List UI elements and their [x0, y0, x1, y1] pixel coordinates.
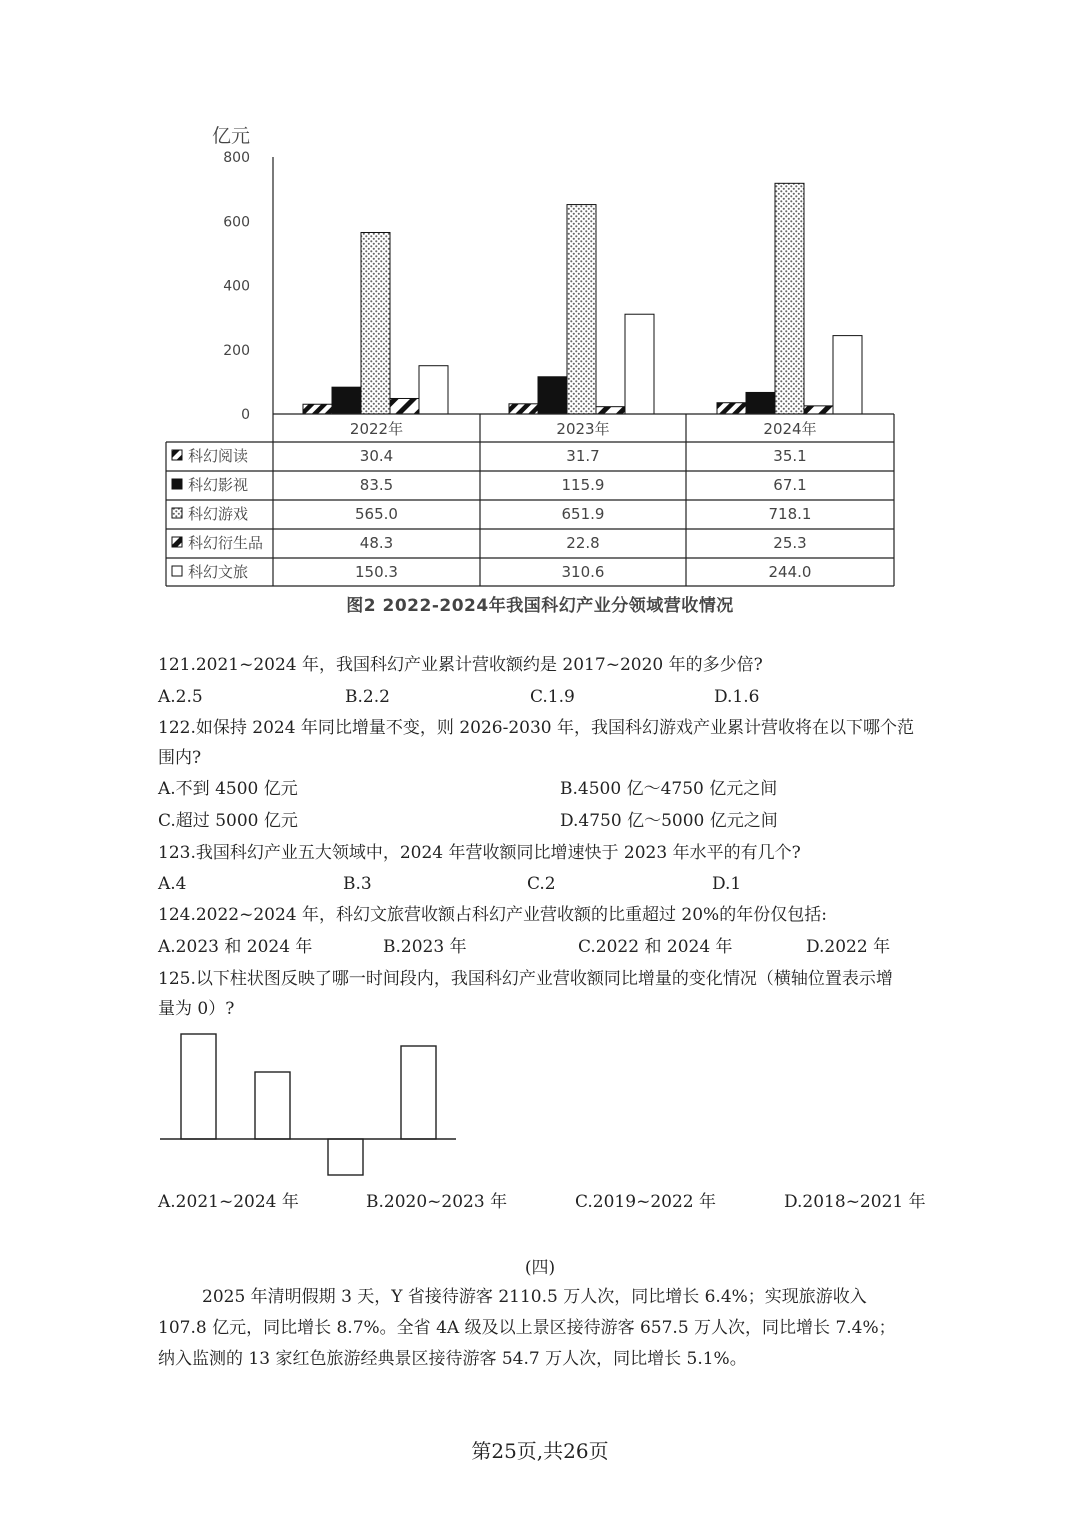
bar-2-0	[717, 403, 746, 414]
legend-swatch	[172, 508, 182, 518]
increment-bar-figure	[160, 1030, 460, 1180]
q121-option-c[interactable]: C.1.9	[530, 687, 575, 707]
legend-label: 科幻衍生品	[188, 534, 264, 552]
q122-option-d[interactable]: D.4750 亿～5000 亿元之间	[560, 811, 778, 831]
q125-option-b[interactable]: B.2020~2023 年	[366, 1192, 508, 1212]
legend-swatch	[172, 479, 182, 489]
table-value: 67.1	[773, 476, 807, 494]
q122-option-c[interactable]: C.超过 5000 亿元	[158, 811, 298, 831]
table-value: 48.3	[359, 534, 394, 552]
paragraph-line-1: 2025 年清明假期 3 天，Y 省接待游客 2110.5 万人次，同比增长 6.4%；实现旅游收入	[202, 1287, 867, 1307]
table-value: 115.9	[561, 476, 605, 494]
question-122-line1: 122.如保持 2024 年同比增量不变，则 2026-2030 年，我国科幻游戏产业累计营收将在以下哪个范	[158, 718, 915, 738]
legend-label: 科幻游戏	[188, 505, 249, 523]
legend-label: 科幻文旅	[188, 563, 249, 581]
y-ticks	[223, 150, 250, 423]
bar-2-2	[775, 183, 804, 414]
increment-bar-2	[255, 1072, 290, 1139]
table-value: 31.7	[566, 447, 600, 465]
bar-0-1	[332, 387, 361, 414]
q121-option-a[interactable]: A.2.5	[158, 687, 203, 707]
table-value: 310.6	[561, 563, 605, 581]
q124-option-c[interactable]: C.2022 和 2024 年	[578, 937, 733, 957]
section-heading: (四)	[524, 1258, 556, 1278]
q123-option-a[interactable]: A.4	[158, 874, 187, 894]
table-value: 83.5	[359, 476, 394, 494]
legend-swatch	[172, 450, 182, 460]
table-value: 35.1	[773, 447, 807, 465]
question-122-line2: 围内?	[158, 748, 202, 768]
category-label: 2022年	[349, 420, 404, 438]
y-tick-label: 600	[223, 214, 250, 231]
bar-1-0	[509, 404, 538, 414]
q124-option-a[interactable]: A.2023 和 2024 年	[158, 937, 313, 957]
revenue-chart	[0, 0, 1080, 592]
y-tick-label: 200	[223, 342, 250, 359]
y-tick-label: 800	[223, 150, 250, 166]
data-table	[166, 414, 894, 586]
bar-2-4	[833, 336, 862, 414]
table-value: 22.8	[566, 534, 600, 552]
bar-1-4	[625, 314, 654, 414]
bar-1-3	[596, 407, 625, 414]
category-label: 2024年	[763, 420, 817, 438]
category-label: 2023年	[556, 420, 610, 438]
y-axis-unit: 亿元	[212, 125, 251, 147]
q125-option-c[interactable]: C.2019~2022 年	[575, 1192, 716, 1212]
q123-option-b[interactable]: B.3	[343, 874, 372, 894]
bars	[303, 183, 862, 414]
legend-swatch	[172, 537, 182, 547]
increment-bar-3	[328, 1139, 363, 1175]
legend-label: 科幻影视	[188, 476, 249, 494]
increment-bar-4	[401, 1046, 436, 1139]
bar-0-0	[303, 404, 332, 414]
bar-2-3	[804, 406, 833, 414]
table-value: 718.1	[768, 505, 812, 523]
bar-1-2	[567, 205, 596, 414]
q121-option-b[interactable]: B.2.2	[345, 687, 390, 707]
q122-option-a[interactable]: A.不到 4500 亿元	[158, 779, 298, 799]
paragraph-line-2: 107.8 亿元，同比增长 8.7%。全省 4A 级及以上景区接待游客 657.5 万人次，同比增长 7.4%；	[158, 1318, 896, 1338]
table-value: 25.3	[773, 534, 807, 552]
table-value: 30.4	[359, 447, 394, 465]
legend-label: 科幻阅读	[188, 447, 249, 465]
question-121: 121.2021~2024 年，我国科幻产业累计营收额约是 2017~2020 年的多少倍?	[158, 655, 763, 675]
q123-option-c[interactable]: C.2	[527, 874, 556, 894]
table-value: 651.9	[561, 505, 605, 523]
y-tick-label: 400	[223, 278, 250, 295]
page-footer: 第25页,共26页	[471, 1439, 609, 1463]
question-125-line2: 量为 0）?	[158, 999, 235, 1019]
y-tick-label: 0	[241, 407, 250, 423]
q125-option-d[interactable]: D.2018~2021 年	[784, 1192, 926, 1212]
table-value: 150.3	[355, 563, 398, 581]
bar-0-4	[419, 366, 448, 414]
question-123: 123.我国科幻产业五大领域中，2024 年营收额同比增速快于 2023 年水平的有几个?	[158, 843, 801, 863]
q122-option-b[interactable]: B.4500 亿～4750 亿元之间	[560, 779, 778, 799]
q121-option-d[interactable]: D.1.6	[714, 687, 760, 707]
q124-option-b[interactable]: B.2023 年	[383, 937, 467, 957]
bar-1-1	[538, 377, 567, 414]
bar-0-2	[361, 232, 390, 414]
paragraph-line-3: 纳入监测的 13 家红色旅游经典景区接待游客 54.7 万人次，同比增长 5.1%。	[158, 1349, 747, 1369]
increment-bar-1	[181, 1034, 216, 1139]
q123-option-d[interactable]: D.1	[712, 874, 742, 894]
legend-swatch	[172, 566, 182, 576]
q125-option-a[interactable]: A.2021~2024 年	[158, 1192, 299, 1212]
question-125-line1: 125.以下柱状图反映了哪一时间段内，我国科幻产业营收额同比增量的变化情况（横轴位置表示增	[158, 969, 893, 989]
q124-option-d[interactable]: D.2022 年	[806, 937, 891, 957]
question-124: 124.2022~2024 年，科幻文旅营收额占科幻产业营收额的比重超过 20%的年份仅包括:	[158, 905, 827, 925]
figure-caption: 图2 2022-2024年我国科幻产业分领域营收情况	[346, 596, 734, 616]
bar-2-1	[746, 392, 775, 414]
table-value: 565.0	[355, 505, 398, 523]
bar-0-3	[390, 398, 419, 414]
table-value: 244.0	[768, 563, 812, 581]
